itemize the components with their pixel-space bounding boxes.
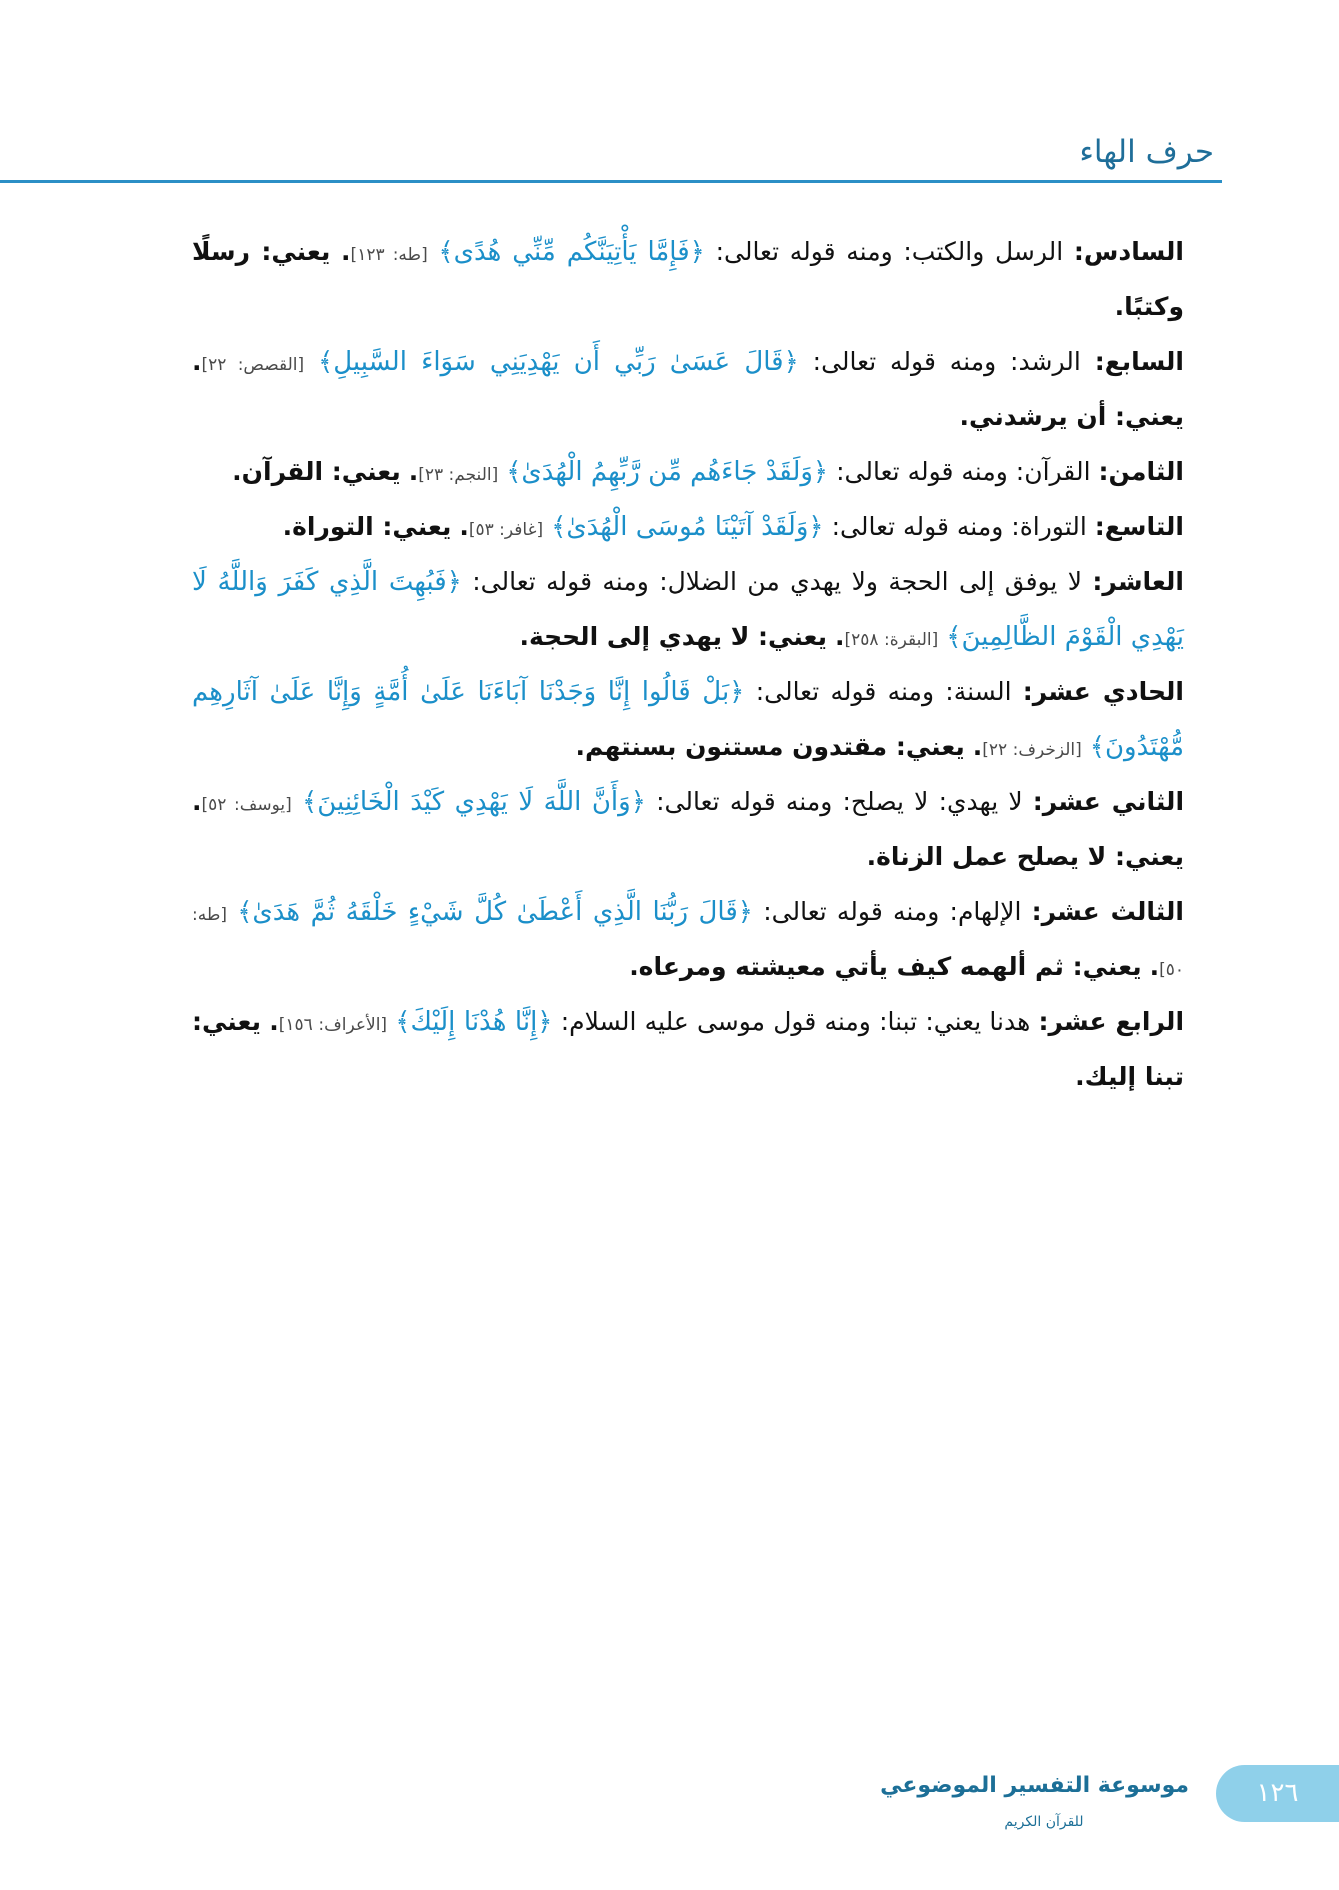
quran-verse: ﴿فَبُهِتَ الَّذِي كَفَرَ وَاللَّهُ لَا يَهْدِي الْقَوْمَ الظَّالِمِينَ﴾: [192, 567, 1184, 652]
entry-explanation: يعني: القرآن.: [232, 457, 401, 486]
entry-label: السادس:: [1073, 237, 1184, 266]
quran-verse: ﴿وَلَقَدْ آتَيْنَا مُوسَى الْهُدَىٰ﴾: [551, 512, 824, 542]
quran-verse: ﴿بَلْ قَالُوا إِنَّا وَجَدْنَا آبَاءَنَا عَلَىٰ أُمَّةٍ وَإِنَّا عَلَىٰ آثَارِهِم مُّهْتَدُونَ﴾: [192, 677, 1184, 762]
reference-period: .: [459, 512, 469, 541]
reference-period: .: [1149, 952, 1160, 981]
entry-intro: ومنه قوله تعالى:: [472, 567, 649, 596]
entry-eighth: [192, 444, 1184, 499]
verse-reference: [النجم: ٢٣]: [418, 465, 499, 485]
entry-intro: ومنه قوله تعالى:: [755, 677, 935, 706]
encyclopedia-logo: [880, 1762, 1189, 1834]
entry-seventh: [192, 334, 1184, 444]
entry-meaning: القرآن:: [1015, 457, 1091, 486]
entry-intro: ومنه قوله تعالى:: [715, 237, 893, 266]
entry-explanation: يعني: رسلًا وكتبًا.: [192, 237, 1184, 321]
quran-verse: ﴿وَأَنَّ اللَّهَ لَا يَهْدِي كَيْدَ الْخَائِنِينَ﴾: [301, 787, 646, 817]
reference-period: .: [192, 347, 202, 376]
verse-reference: [الزخرف: ٢٢]: [982, 740, 1082, 760]
reference-period: .: [408, 457, 419, 486]
quran-verse: ﴿فَإِمَّا يَأْتِيَنَّكُم مِّنِّي هُدًى﴾: [438, 237, 705, 267]
verse-reference: [الأعراف: ١٥٦]: [278, 1015, 388, 1035]
entry-label: الثامن:: [1098, 457, 1184, 486]
entry-thirteenth: [192, 884, 1184, 994]
reference-period: .: [192, 787, 202, 816]
reference-period: .: [835, 622, 845, 651]
entry-meaning: الرسل والكتب:: [903, 237, 1064, 266]
entry-intro: ومنه قوله تعالى:: [831, 512, 1004, 541]
header-rule: [0, 180, 1222, 183]
reference-period: .: [269, 1007, 279, 1036]
entry-meaning: لا يهدي: لا يصلح:: [842, 787, 1023, 816]
verse-reference: [يوسف: ٥٢]: [201, 795, 292, 815]
entry-explanation: يعني: تبنا إليك.: [192, 1007, 1184, 1091]
entry-meaning: السنة:: [945, 677, 1012, 706]
entry-meaning: الإلهام:: [949, 897, 1022, 926]
verse-reference: [طه: ١٢٣]: [350, 245, 428, 265]
quran-verse: ﴿وَلَقَدْ جَاءَهُم مِّن رَّبِّهِمُ الْهُدَىٰ﴾: [506, 457, 829, 487]
quran-verse: ﴿إِنَّا هُدْنَا إِلَيْكَ﴾: [395, 1007, 553, 1037]
entry-twelfth: [192, 774, 1184, 884]
entry-intro: ومنه قوله تعالى:: [836, 457, 1008, 486]
logo-title: موسوعة التفسير الموضوعي: [880, 1773, 1189, 1798]
entry-explanation: يعني: أن يرشدني.: [959, 402, 1184, 431]
entry-label: الثاني عشر:: [1032, 787, 1185, 816]
entry-ninth: [192, 499, 1184, 554]
entry-label: التاسع:: [1094, 512, 1184, 541]
entry-meaning: التوراة:: [1011, 512, 1087, 541]
quran-verse: ﴿قَالَ عَسَىٰ رَبِّي أَن يَهْدِيَنِي سَوَاءَ السَّبِيلِ﴾: [317, 347, 799, 377]
entry-meaning: لا يوفق إلى الحجة ولا يهدي من الضلال:: [659, 567, 1083, 596]
entry-intro: ومنه قوله تعالى:: [812, 347, 997, 376]
entry-label: الحادي عشر:: [1022, 677, 1184, 706]
reference-period: .: [341, 237, 351, 266]
entry-tenth: [192, 554, 1184, 664]
entry-label: العاشر:: [1092, 567, 1184, 596]
entry-intro: ومنه قول موسى عليه السلام:: [560, 1007, 871, 1036]
entry-explanation: يعني: ثم ألهمه كيف يأتي معيشته ومرعاه.: [629, 952, 1142, 981]
page-content: [192, 224, 1184, 1104]
chapter-title: حرف الهاء: [1079, 134, 1214, 170]
entry-meaning: الرشد:: [1010, 347, 1081, 376]
entry-label: الرابع عشر:: [1038, 1007, 1185, 1036]
verse-reference: [غافر: ٥٣]: [468, 520, 544, 540]
reference-period: .: [972, 732, 983, 761]
entry-explanation: يعني: لا يصلح عمل الزناة.: [866, 842, 1184, 871]
page-number: ١٢٦: [1256, 1778, 1299, 1808]
entry-intro: ومنه قوله تعالى:: [656, 787, 833, 816]
entry-label: الثالث عشر:: [1031, 897, 1184, 926]
entry-explanation: يعني: لا يهدي إلى الحجة.: [519, 622, 828, 651]
page-number-badge: [1216, 1765, 1339, 1822]
entry-sixth: [192, 224, 1184, 334]
verse-reference: [البقرة: ٢٥٨]: [844, 630, 939, 650]
entry-fourteenth: [192, 994, 1184, 1104]
verse-reference: [طه: ٥٠]: [192, 905, 1184, 980]
entry-meaning: هدنا يعني: تبنا:: [879, 1007, 1031, 1036]
entry-label: السابع:: [1094, 347, 1184, 376]
quran-verse: ﴿قَالَ رَبُّنَا الَّذِي أَعْطَىٰ كُلَّ شَيْءٍ خَلْقَهُ ثُمَّ هَدَىٰ﴾: [237, 897, 754, 927]
entry-intro: ومنه قوله تعالى:: [763, 897, 940, 926]
entry-explanation: يعني: التوراة.: [282, 512, 452, 541]
entry-explanation: يعني: مقتدون مستنون بسنتهم.: [575, 732, 965, 761]
logo-subtitle: للقرآن الكريم: [1004, 1814, 1084, 1830]
verse-reference: [القصص: ٢٢]: [201, 355, 305, 375]
entry-eleventh: [192, 664, 1184, 774]
